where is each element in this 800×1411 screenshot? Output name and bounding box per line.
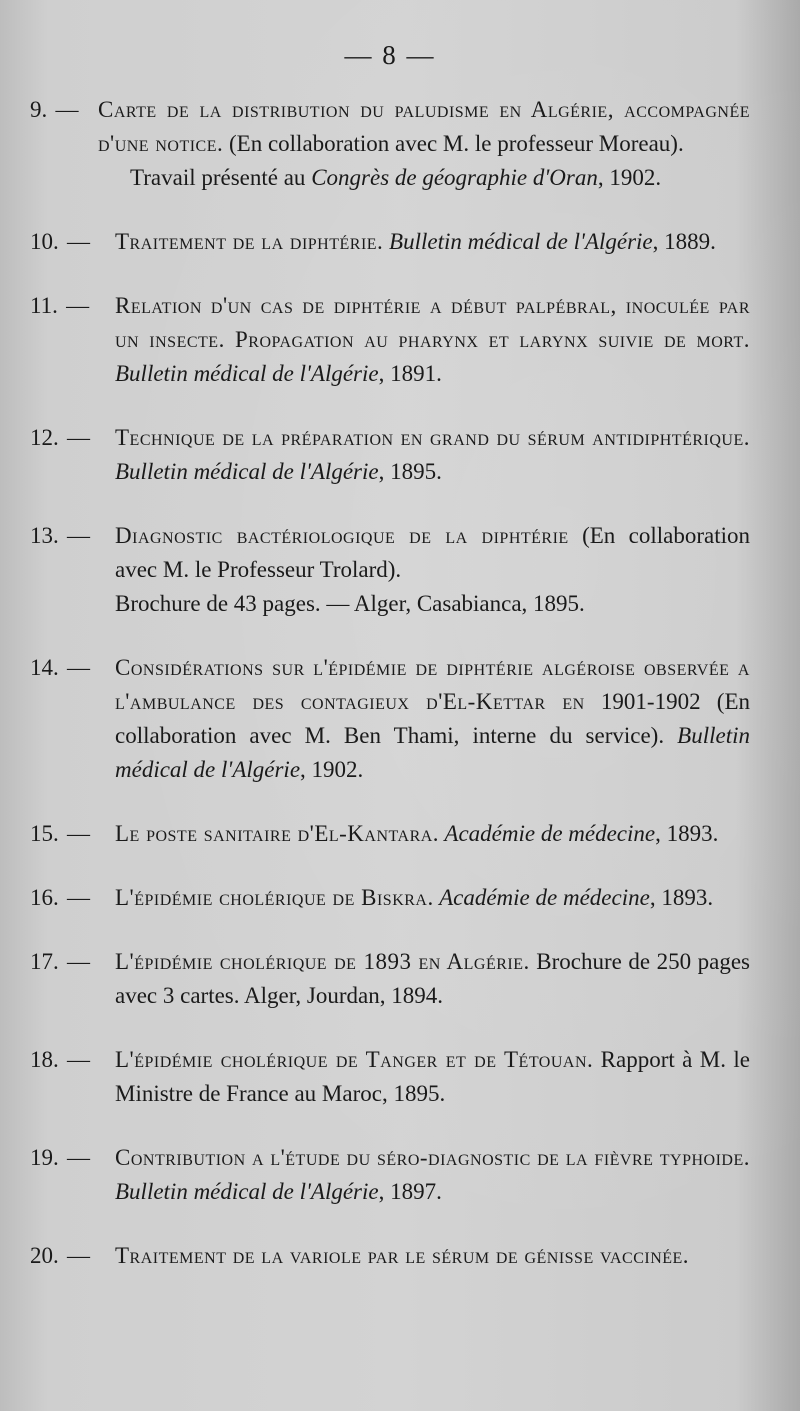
entry-title: Traitement de la variole par le sérum de génisse vaccinée.	[115, 1243, 690, 1268]
entry-title: Le poste sanitaire d'El-Kantara.	[115, 821, 440, 846]
entry-body	[115, 1239, 750, 1273]
entry-number: 13. —	[30, 523, 90, 548]
entry-title: Carte de la distribution du paludisme en Algérie, accompagnée d'une notice.	[98, 97, 750, 156]
entry-text: , 1893.	[649, 885, 714, 910]
entry-note: Travail présenté au Congrès de géographie d'Oran, 1902.	[130, 165, 662, 190]
entry-text: , 1897.	[378, 1179, 442, 1204]
entry-text: (En collaboration avec M. le professeur Moreau).	[223, 131, 684, 156]
entry-number: 20. —	[30, 1243, 90, 1268]
entry-text: , 1893.	[655, 821, 719, 846]
entry-reference: Bulletin médical de l'Algérie	[383, 229, 653, 254]
entry-body	[115, 651, 750, 787]
entry-title: Contribution a l'étude du séro-diagnostic de la fièvre typhoide.	[115, 1145, 750, 1170]
entry-text: (En collaboration avec M. le Professeur Trolard).	[115, 523, 750, 582]
entry-body	[115, 1141, 750, 1209]
entry-body	[98, 93, 750, 161]
entry-number: 15. —	[30, 821, 90, 846]
entry-title: Traitement de la diphtérie.	[115, 229, 384, 254]
entry-text: Rapport à M. le Ministre de France au Maroc, 1895.	[115, 1047, 750, 1106]
entry-title: Relation d'un cas de diphtérie a début palpébral, inoculée par un insecte. Propagation au pharynx et larynx suivie de mort.	[115, 293, 750, 352]
entry-body	[115, 519, 750, 587]
entry-body	[115, 289, 750, 391]
entry-body	[115, 881, 750, 915]
bibliography-entry	[30, 225, 750, 259]
bibliography-entry	[30, 421, 750, 489]
entry-title: Diagnostic bactériologique de la diphtérie	[115, 523, 569, 548]
entry-number: 16. —	[30, 885, 90, 910]
entry-number: 10. —	[30, 229, 90, 254]
entry-number: 12. —	[30, 425, 90, 450]
entry-text: Brochure de 250 pages avec 3 cartes. Alger, Jourdan, 1894.	[115, 949, 751, 1008]
entry-number: 14. —	[30, 655, 90, 680]
entry-title: Considérations sur l'épidémie de diphtérie algéroise observée a l'ambulance des contagieux d'El-Kettar en	[115, 655, 750, 714]
entry-number: 18. —	[30, 1047, 90, 1072]
entry-number: 9. —	[30, 97, 79, 122]
bibliography-entry	[30, 1141, 750, 1209]
entry-reference: Académie de médecine	[433, 885, 650, 910]
entry-text-end: , 1902.	[300, 757, 364, 782]
entry-body	[115, 817, 750, 851]
entry-text: , 1889.	[652, 229, 716, 254]
bibliography-entry	[30, 1043, 750, 1111]
entry-number: 17. —	[30, 949, 90, 974]
entry-text: , 1895.	[378, 459, 442, 484]
entry-body	[115, 421, 750, 489]
bibliography-entry	[30, 945, 750, 1013]
entry-reference: Académie de médecine	[439, 821, 656, 846]
entry-reference: Bulletin médical de l'Algérie	[115, 459, 379, 484]
page-number: — 8 —	[344, 40, 436, 70]
entry-title: L'épidémie cholérique de 1893 en Algérie.	[115, 949, 530, 974]
entry-title: Technique de la préparation en grand du sérum antidiphtérique.	[115, 425, 750, 450]
bibliography-entry	[30, 817, 750, 851]
entry-reference: Bulletin médical de l'Algérie	[115, 723, 750, 782]
bibliography-entry	[30, 881, 750, 915]
bibliography-entry	[30, 651, 750, 787]
entry-title: L'épidémie cholérique de Biskra.	[115, 885, 434, 910]
entry-number: 11. —	[30, 293, 90, 318]
entry-reference: Bulletin médical de l'Algérie	[115, 361, 379, 386]
entry-body	[115, 225, 750, 259]
bibliography-entry	[30, 519, 750, 621]
entry-note: Brochure de 43 pages. — Alger, Casabianca, 1895.	[115, 591, 585, 616]
entry-text: , 1891.	[378, 361, 442, 386]
entry-body	[115, 945, 750, 1013]
entry-body	[115, 1043, 750, 1111]
entry-number: 19. —	[30, 1145, 90, 1170]
bibliography-entry	[30, 93, 750, 195]
bibliography-entry	[30, 289, 750, 391]
entry-title: L'épidémie cholérique de Tanger et de Tétouan.	[115, 1047, 594, 1072]
entry-text: 1901-1902 (En collaboration avec M. Ben Thami, interne du service).	[115, 689, 750, 748]
bibliography-entry	[30, 1239, 750, 1273]
entry-reference: Bulletin médical de l'Algérie	[115, 1179, 379, 1204]
